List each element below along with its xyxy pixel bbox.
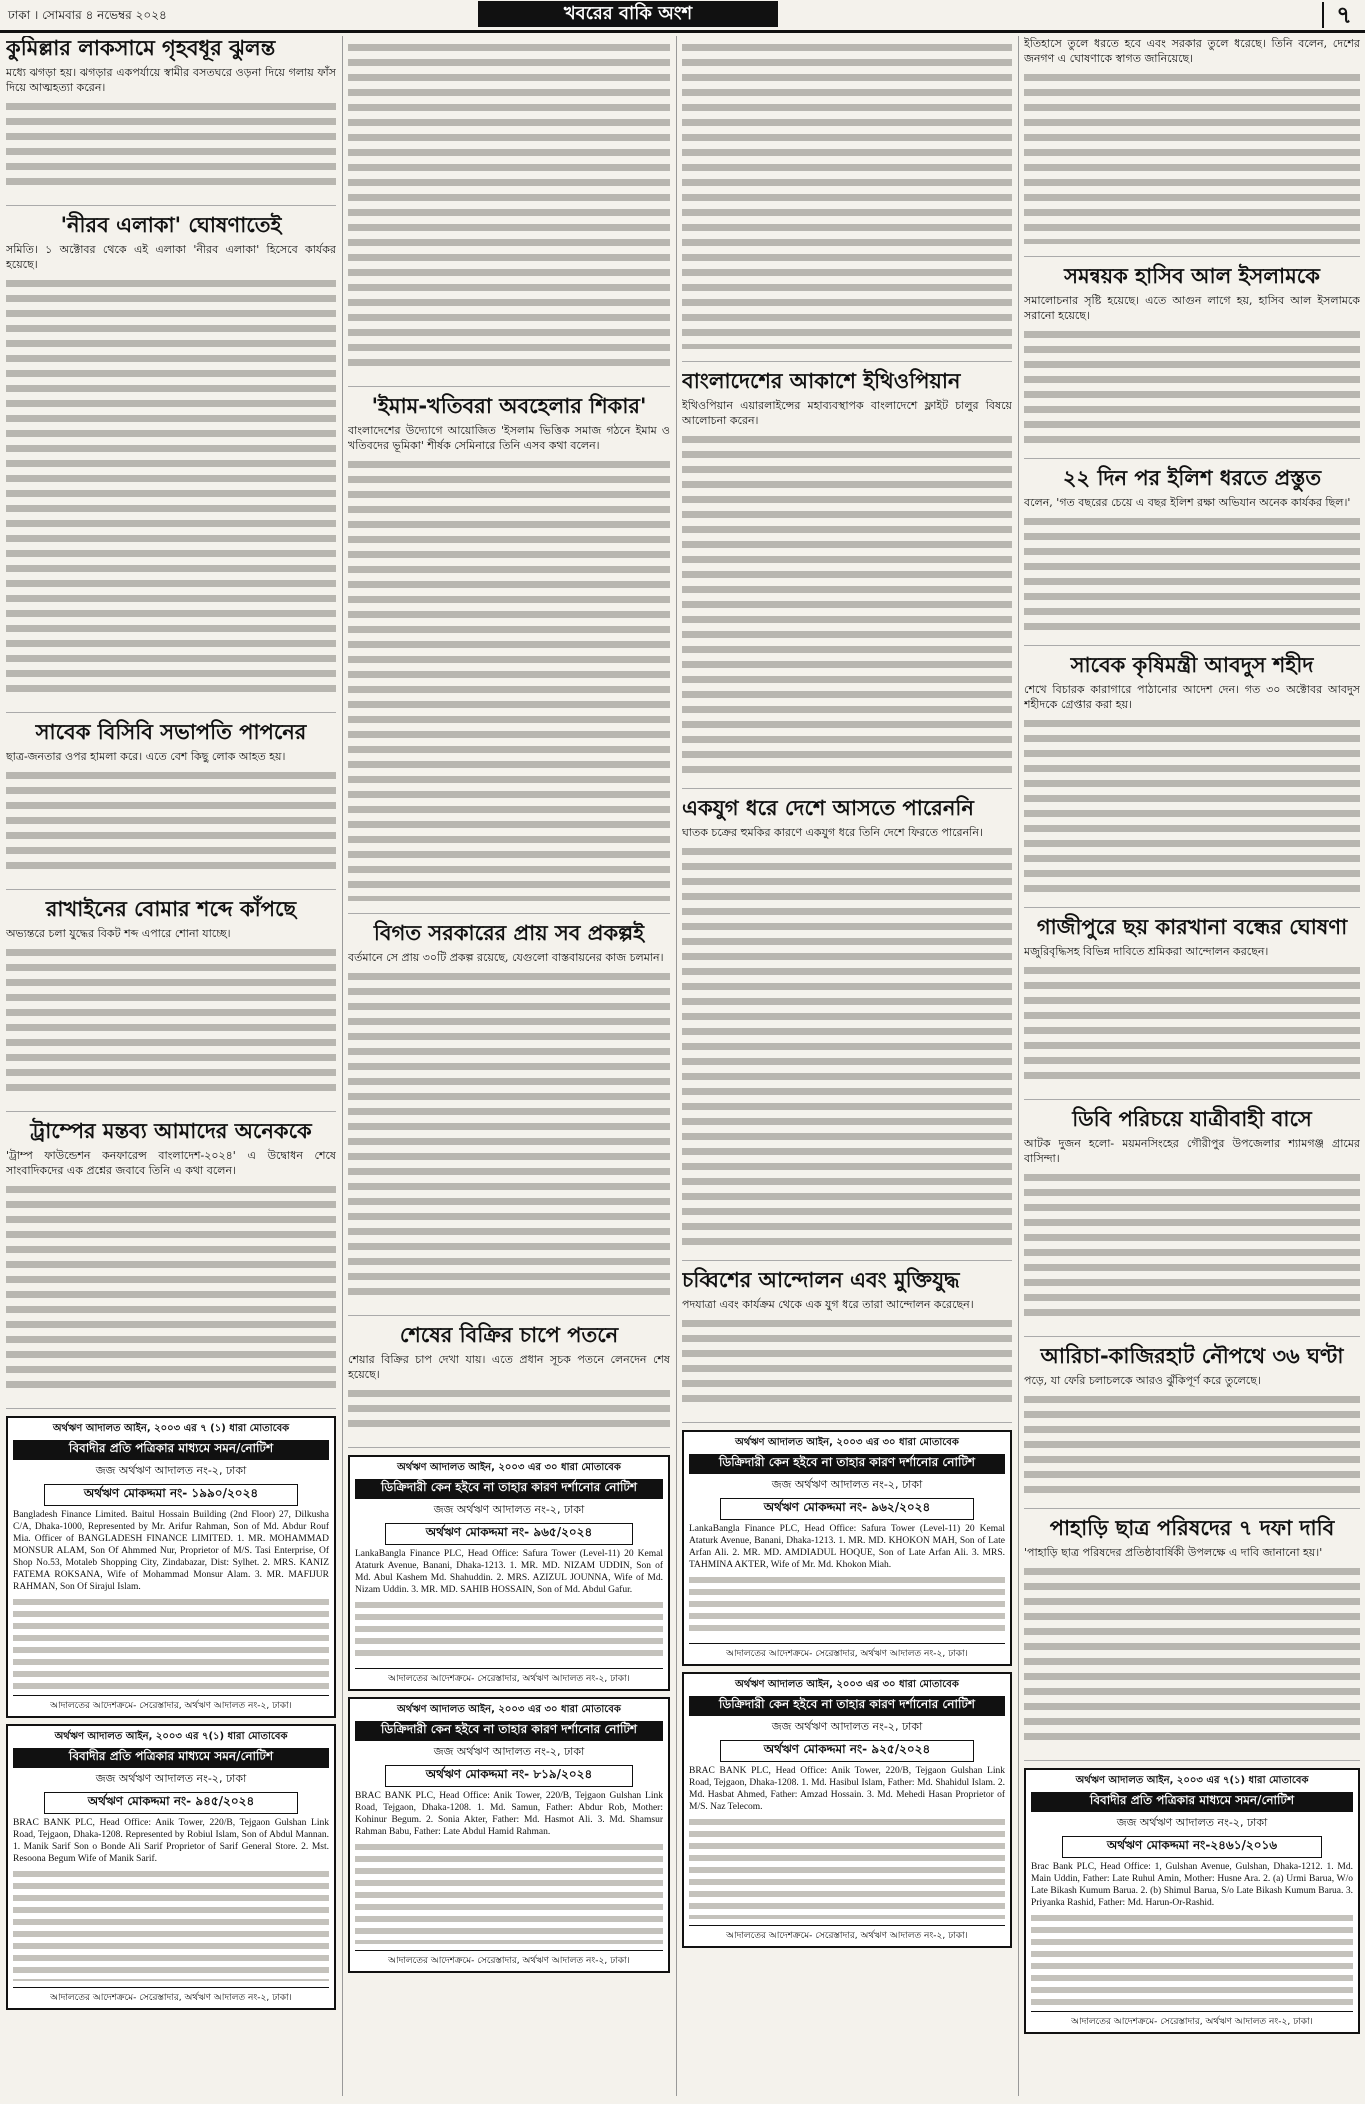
notice-footer: আদালতের আদেশক্রমে- সেরেস্তাদার, অর্থঋণ আদালত নং-২, ঢাকা। [689, 1643, 1005, 1661]
headline: বাংলাদেশের আকাশে ইথিওপিয়ান [682, 369, 961, 393]
notice-body: BRAC BANK PLC, Head Office: Anik Tower, 220/B, Tejgaon Gulshan Link Road, Tejgaon, Dhaka-1208. Represented by Robiul Islam, Son of Abdul Mannan. 1. Manik Sarif Son o Bonde Ali Sarif Proprietor of Sarif General Store. 2. Mst. Resoona Begum Wife of Manik Sarif. [13, 1818, 329, 1864]
notice-body: LankaBangla Finance PLC, Head Office: Safura Tower (Level-11) 20 Kemal Ataturk Avenue, Banani, Dhaka-1213. 1. MR. MD. NIZAM UDDIN, Son of Md. Abul Kashem Md. Shahuddin. 2. MRS. AZIZUL JOUNNA, Wife of Md. Nizam Uddin. 3. MR. MD. SAHIB HOSSAIN, Son of Md. Abdul Gafur. [355, 1549, 663, 1595]
notice-act: অর্থঋণ আদালত আইন, ২০০৩ এর ৩০ ধারা মোতাবেক [735, 1437, 959, 1448]
body-text-block [6, 1186, 336, 1396]
article-text: শেখে বিচারক কারাগারে পাঠানোর আদেশ দেন। গত ৩০ অক্টোবর আবদুস শহীদকে গ্রেপ্তার করা হয়। [1024, 683, 1360, 711]
legal-notice [6, 1416, 336, 1718]
masthead [0, 0, 1365, 30]
article-text: বর্তমানে সে প্রায় ৩০টি প্রকল্প রয়েছে, যেগুলো বাস্তবায়নের কাজ চলমান। [348, 951, 664, 964]
article-text: আটক দুজন হলো- ময়মনসিংহের গৌরীপুর উপজেলার শ্যামগঞ্জ গ্রামের বাসিন্দা। [1024, 1137, 1360, 1165]
article-imam-khatib [348, 394, 670, 914]
notice-text-block [689, 1819, 1005, 1919]
headline: সমন্বয়ক হাসিব আল ইসলামকে [1064, 264, 1320, 288]
notice-court: জজ অর্থঋণ আদালত নং-২, ঢাকা [95, 1464, 247, 1477]
article-text: ছাত্র-জনতার ওপর হামলা করে। এতে বেশ কিছু লোক আহত হয়। [6, 750, 286, 763]
notice-court: জজ অর্থঋণ আদালত নং-২, ঢাকা [433, 1503, 585, 1516]
notice-footer: আদালতের আদেশক্রমে- সেরেস্তাদার, অর্থঋণ আদালত নং-২, ঢাকা। [689, 1925, 1005, 1943]
column-divider [1018, 36, 1019, 2096]
headline: পাহাড়ি ছাত্র পরিষদের ৭ দফা দাবি [1049, 1516, 1335, 1540]
legal-notice [682, 1430, 1012, 1666]
masthead-rule [0, 30, 1365, 33]
headline: সাবেক কৃষিমন্ত্রী আবদুস শহীদ [1070, 653, 1314, 677]
article-text: সমালোচনার সৃষ্টি হয়েছে। এতে আগুন লাগে হয়, হাসিব আল ইসলামকে সরানো হয়েছে। [1024, 294, 1360, 322]
article-share-market [348, 1323, 670, 1448]
headline: আরিচা-কাজিরহাট নৌপথে ৩৬ ঘণ্টা [1040, 1344, 1344, 1368]
headline: কুমিল্লার লাকসামে গৃহবধূর ঝুলন্ত [6, 36, 276, 60]
article-text: ঘাতক চক্রের হুমকির কারণে একযুগ ধরে তিনি দেশে ফিরতে পারেননি। [682, 826, 983, 839]
notice-text-block [689, 1577, 1005, 1637]
article-text: পড়ে, যা ফেরি চলাচলকে আরও ঝুঁকিপূর্ণ করে তুলেছে। [1024, 1374, 1261, 1387]
notice-act: অর্থঋণ আদালত আইন, ২০০৩ এর ৭ (১) ধারা মোতাবেক [52, 1423, 290, 1434]
notice-type: বিবাদীর প্রতি পত্রিকার মাধ্যমে সমন/নোটিশ [13, 1748, 329, 1768]
notice-case-number: অর্থঋণ মোকদ্দমা নং- ৯২৫/২০২৪ [720, 1740, 975, 1762]
headline: ২২ দিন পর ইলিশ ধরতে প্রস্তুত [1062, 466, 1322, 490]
notice-type: ডিক্রিদারী কেন হইবে না তাহার কারণ দর্শানোর নোটিশ [355, 1479, 663, 1499]
article-hasib [1024, 264, 1360, 459]
body-text-block [348, 1390, 670, 1435]
notice-act: অর্থঋণ আদালত আইন, ২০০৩ এর ৭(১) ধারা মোতাবেক [1075, 1775, 1309, 1786]
notice-footer: আদালতের আদেশক্রমে- সেরেস্তাদার, অর্থঋণ আদালত নং-২, ঢাকা। [13, 1987, 329, 2005]
body-text-block [1024, 967, 1360, 1087]
notice-act: অর্থঋণ আদালত আইন, ২০০৩ এর ৩০ ধারা মোতাবেক [397, 1704, 621, 1715]
notice-type: ডিক্রিদারী কেন হইবে না তাহার কারণ দর্শানোর নোটিশ [689, 1696, 1005, 1716]
article-text: বাংলাদেশের উদ্যোগে আয়োজিত 'ইসলাম ভিত্তিক সমাজ গঠনে ইমাম ও খতিবদের ভূমিকা' শীর্ষক সেমিনারে তিনি এসব কথা বলেন। [348, 424, 670, 452]
article-text: ইতিহাসে তুলে ধরতে হবে এবং সরকার তুলে ধরেছে। তিনি বলেন, দেশের জনগণ এ ঘোষণাকে স্বাগত জানিয়েছে। [1024, 37, 1360, 65]
article-trump [6, 1119, 336, 1409]
column-2 [348, 36, 670, 2096]
headline: ডিবি পরিচয়ে যাত্রীবাহী বাসে [1072, 1107, 1312, 1131]
body-text-block [1024, 1568, 1360, 1748]
article-text: বলেন, 'গত বছরের চেয়ে এ বছর ইলিশ রক্ষা অভিযান অনেক কার্যকর ছিল।' [1024, 496, 1351, 509]
notice-body: Brac Bank PLC, Head Office: 1, Gulshan Avenue, Gulshan, Dhaka-1212. 1. Md. Main Uddin, Father: Late Ruhul Amin, Mother: Husne Ara. 2. (a) Urmi Barua, W/o Late Bikash Kumum Barua. 2. (b) Shimul Barua, S/o Late Bikash Kumum Barua. 3. Priyanka Rashid, Father: Md. Harun-Or-Rashid. [1031, 1862, 1353, 1908]
article-db-bus [1024, 1107, 1360, 1337]
notice-text-block [13, 1599, 329, 1689]
notice-act: অর্থঋণ আদালত আইন, ২০০৩ এর ৩০ ধারা মোতাবেক [735, 1679, 959, 1690]
notice-footer: আদালতের আদেশক্রমে- সেরেস্তাদার, অর্থঋণ আদালত নং-২, ঢাকা। [355, 1668, 663, 1686]
article-text: মজুরিবৃদ্ধিসহ বিভিন্ন দাবিতে শ্রমিকরা আন্দোলন করছেন। [1024, 945, 1269, 958]
article-text: ইথিওপিয়ান এয়ারলাইন্সের মহাব্যবস্থাপক বাংলাদেশে ফ্লাইট চালুর বিষয়ে আলোচনা করেন। [682, 399, 1012, 427]
notice-footer: আদালতের আদেশক্রমে- সেরেস্তাদার, অর্থঋণ আদালত নং-২, ঢাকা। [13, 1695, 329, 1713]
notice-text-block [13, 1871, 329, 1981]
headline: রাখাইনের বোমার শব্দে কাঁপছে [45, 897, 297, 921]
body-text-block [682, 848, 1012, 1248]
body-text-block [1024, 1396, 1360, 1496]
notice-footer: আদালতের আদেশক্রমে- সেরেস্তাদার, অর্থঋণ আদালত নং-২, ঢাকা। [1031, 2011, 1353, 2029]
article-agri-minister [1024, 653, 1360, 908]
body-text-block [1024, 1174, 1360, 1324]
notice-case-number: অর্থঋণ মোকদ্দমা নং- ৯৪৫/২০২৪ [44, 1792, 299, 1814]
body-text-block [6, 949, 336, 1099]
headline: চব্বিশের আন্দোলন এবং মুক্তিযুদ্ধ [682, 1268, 960, 1292]
body-text-block [682, 436, 1012, 776]
legal-notice [348, 1697, 670, 1973]
headline: 'ইমাম-খতিবরা অবহেলার শিকার' [371, 394, 647, 418]
article-laksam [6, 36, 336, 206]
notice-case-number: অর্থঋণ মোকদ্দমা নং-২৪৬১/২০১৬ [1062, 1836, 1322, 1858]
headline: গাজীপুরে ছয় কারখানা বন্ধের ঘোষণা [1036, 915, 1348, 939]
column-divider [676, 36, 677, 2096]
article-text: 'পাহাড়ি ছাত্র পরিষদের প্রতিষ্ঠাবার্ষিকী উপলক্ষে এ দাবি জানানো হয়।' [1024, 1546, 1323, 1559]
article-bcb-papon [6, 720, 336, 890]
article-text: অভ্যন্তরে চলা যুদ্ধের বিকট শব্দ এপারে শোনা যাচ্ছে। [6, 927, 231, 940]
notice-body: Bangladesh Finance Limited. Baitul Hossain Building (2nd Floor) 27, Dilkusha C/A, Dhaka-1000, Represented by Mr. Arifur Rahman, Son of Md. Abdur Rouf Mia. Officer of BANGLADESH FINANCE LIMITED. 1. MR. MOHAMMAD MONSUR ALAM, Son Of Ahmmed Nur, Proprietor of M/S. Tasi Enterprise, Of Shop No.53, Motaleb Shopping City, Zindabazar, Dist: Sylhet. 2. MRS. KANIZ FATEMA ROKSANA, Wife of Mohammad Monsur Alam. 3. MR. MAFIJUR RAHMAN, Son Of Sirajul Islam. [13, 1510, 329, 1592]
notice-body: BRAC BANK PLC, Head Office: Anik Tower, 220/B, Tejgaon Gulshan Link Road, Tejgaon, Dhaka-1208. 1. Md. Hasibul Islam, Father: Md. Shahidul Islam. 2. Md. Hasbat Ahmed, Father: Amzad Hossain. 3. Md. Mehedi Hasan Proprietor of M/S. Naz Telecom. [689, 1766, 1005, 1812]
article-continuation [682, 44, 1012, 362]
headline: 'নীরব এলাকা' ঘোষণাতেই [60, 213, 282, 237]
article-exile [682, 796, 1012, 1261]
notice-court: জজ অর্থঋণ আদালত নং-২, ঢাকা [771, 1720, 923, 1733]
body-text-block [348, 44, 670, 374]
article-text: মধ্যে ঝগড়া হয়। ঝগড়ার একপর্যায়ে স্বামীর বসতঘরে ওড়না দিয়ে গলায় ফাঁস দিয়ে আত্মহত্যা করেন। [6, 66, 336, 94]
body-text-block [1024, 720, 1360, 895]
section-title: খবরের বাকি অংশ [478, 1, 778, 27]
notice-act: অর্থঋণ আদালত আইন, ২০০৩ এর ৭(১) ধারা মোতাবেক [54, 1731, 288, 1742]
notice-type: বিবাদীর প্রতি পত্রিকার মাধ্যমে সমন/নোটিশ [13, 1440, 329, 1460]
notice-text-block [355, 1844, 663, 1944]
legal-notice [348, 1455, 670, 1691]
body-text-block [6, 103, 336, 193]
notice-type: বিবাদীর প্রতি পত্রিকার মাধ্যমে সমন/নোটিশ [1031, 1792, 1353, 1812]
body-text-block [348, 973, 670, 1303]
article-text: সমিতি। ১ অক্টোবর থেকে এই এলাকা 'নীরব এলাকা' হিসেবে কার্যকর হয়েছে। [6, 243, 336, 271]
notice-text-block [1031, 1915, 1353, 2005]
notice-footer: আদালতের আদেশক্রমে- সেরেস্তাদার, অর্থঋণ আদালত নং-২, ঢাকা। [355, 1950, 663, 1968]
notice-act: অর্থঋণ আদালত আইন, ২০০৩ এর ৩০ ধারা মোতাবেক [397, 1462, 621, 1473]
body-text-block [6, 772, 336, 877]
notice-case-number: অর্থঋণ মোকদ্দমা নং- ১৯৯০/২০২৪ [44, 1484, 299, 1506]
body-text-block [682, 44, 1012, 349]
article-text: 'ট্রাম্প ফাউন্ডেশন কনফারেন্স বাংলাদেশ-২০২৪' এ উদ্বোধন শেষে সাংবাদিকদের এক প্রশ্নের জবাবে তিনি এ কথা বলেন। [6, 1149, 336, 1177]
article-pahari [1024, 1516, 1360, 1761]
column-3 [682, 36, 1012, 2096]
body-text-block [348, 461, 670, 901]
issue-date: ঢাকা । সোমবার ৪ নভেম্বর ২০২৪ [8, 8, 167, 22]
article-liberation-war [682, 1268, 1012, 1423]
article-hilsa [1024, 466, 1360, 646]
notice-type: ডিক্রিদারী কেন হইবে না তাহার কারণ দর্শানোর নোটিশ [689, 1454, 1005, 1474]
legal-notice [6, 1724, 336, 2010]
article-projects [348, 921, 670, 1316]
headline: একযুগ ধরে দেশে আসতে পারেননি [682, 796, 974, 820]
article-gazipur [1024, 915, 1360, 1100]
column-4 [1024, 36, 1360, 2096]
notice-body: LankaBangla Finance PLC, Head Office: Safura Tower (Level-11) 20 Kemal Ataturk Avenue, Banani, Dhaka-1213. 1. MR. MD. KHOKON MAH, Son of Late Arfan Ali. 2. MR. MD. AMDIADUL HOQUE, Son of Late Arfan Ali. 3. MRS. TAHMINA AKTER, Wife of Mr. Md. Khokon Miah. [689, 1524, 1005, 1570]
legal-notice [1024, 1768, 1360, 2034]
column-1 [6, 36, 336, 2096]
legal-notice [682, 1672, 1012, 1948]
notice-type: ডিক্রিদারী কেন হইবে না তাহার কারণ দর্শানোর নোটিশ [355, 1721, 663, 1741]
headline: বিগত সরকারের প্রায় সব প্রকল্পই [373, 921, 645, 945]
body-text-block [6, 280, 336, 700]
headline: ট্রাম্পের মন্তব্য আমাদের অনেককে [30, 1119, 312, 1143]
article-continuation [348, 44, 670, 387]
notice-case-number: অর্থঋণ মোকদ্দমা নং- ৯৬৫/২০২৪ [385, 1523, 633, 1545]
article-continuation [1024, 36, 1360, 257]
notice-court: জজ অর্থঋণ আদালত নং-২, ঢাকা [433, 1745, 585, 1758]
article-silent-zone [6, 213, 336, 713]
article-text: শেয়ার বিক্রির চাপ দেখা যায়। এতে প্রধান সূচক পতনে লেনদেন শেষ হয়েছে। [348, 1353, 670, 1381]
headline: সাবেক বিসিবি সভাপতি পাপনের [35, 720, 307, 744]
headline: শেষের বিক্রির চাপে পতনে [399, 1323, 619, 1347]
notice-text-block [355, 1602, 663, 1662]
notice-case-number: অর্থঋণ মোকদ্দমা নং- ৯৬২/২০২৪ [720, 1498, 975, 1520]
notice-court: জজ অর্থঋণ আদালত নং-২, ঢাকা [1116, 1816, 1268, 1829]
notice-court: জজ অর্থঋণ আদালত নং-২, ঢাকা [95, 1772, 247, 1785]
notice-case-number: অর্থঋণ মোকদ্দমা নং- ৮১৯/২০২৪ [385, 1765, 633, 1787]
body-text-block [1024, 74, 1360, 244]
article-ethiopian [682, 369, 1012, 789]
body-text-block [1024, 518, 1360, 633]
notice-court: জজ অর্থঋণ আদালত নং-২, ঢাকা [771, 1478, 923, 1491]
body-text-block [682, 1320, 1012, 1410]
article-rakhine [6, 897, 336, 1112]
article-aricha [1024, 1344, 1360, 1509]
page-number: ৭ [1322, 2, 1364, 28]
body-text-block [1024, 331, 1360, 446]
column-divider [342, 36, 343, 2096]
article-text: পদযাত্রা এবং কার্যক্রম থেকে এক যুগ ধরে তারা আন্দোলন করেছেন। [682, 1298, 974, 1311]
notice-body: BRAC BANK PLC, Head Office: Anik Tower, 220/B, Tejgaon Gulshan Link Road, Tejgaon, Dhaka-1208. 1. Md. Samun, Father: Abdur Rob, Mother: Kohinur Begum. 2. Sonia Akter, Father: Md. Hasmot Ali. 3. Md. Shamsur Rahman Babu, Father: Late Abdul Hamid Rahman. [355, 1791, 663, 1837]
